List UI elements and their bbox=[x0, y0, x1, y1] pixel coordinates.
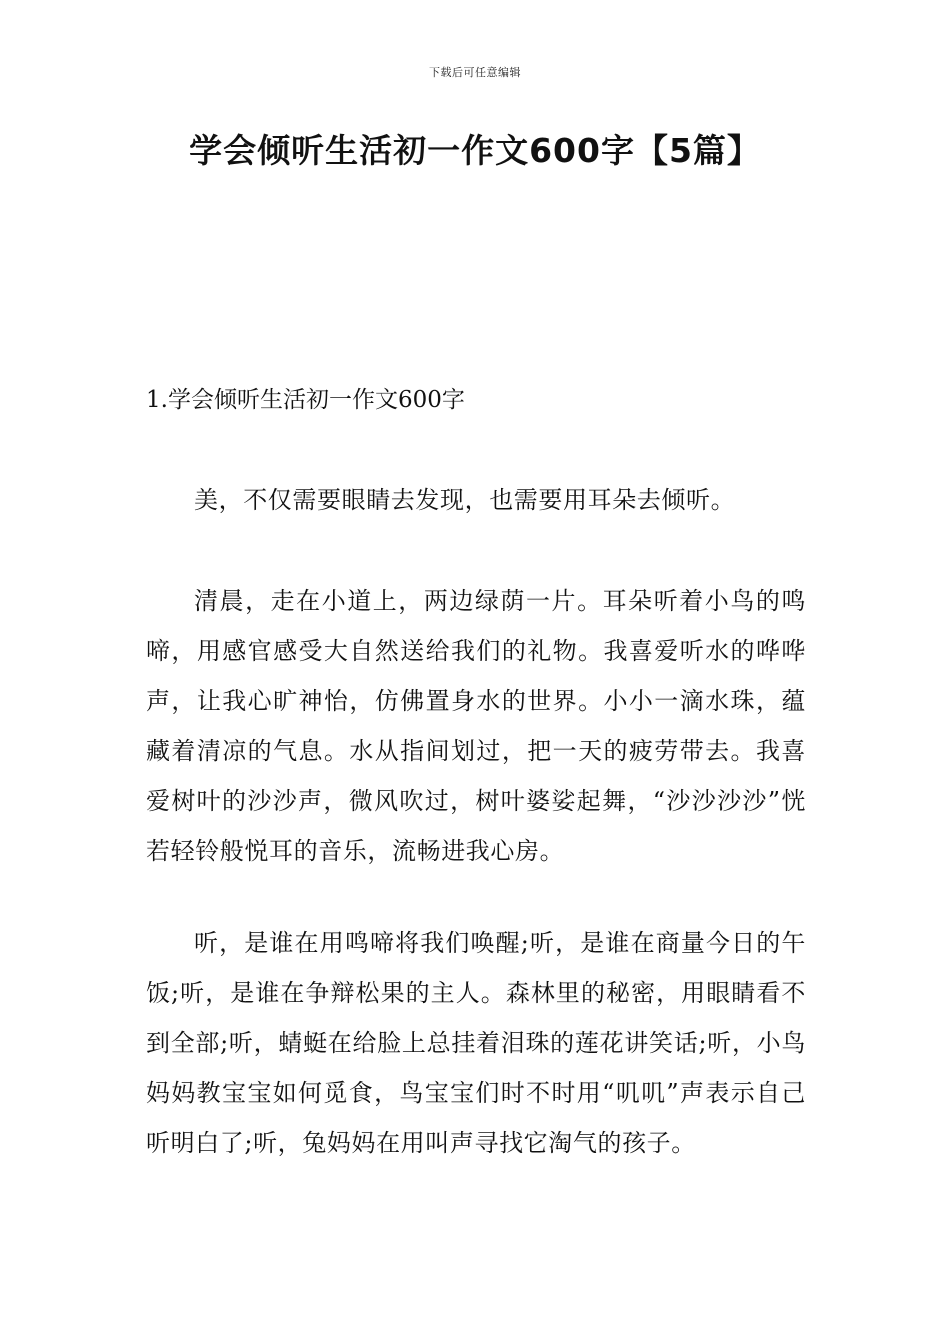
paragraph-3: 听，是谁在用鸣啼将我们唤醒;听，是谁在商量今日的午饭;听，是谁在争辩松果的主人。森林里的秘密，用眼睛看不到全部;听，蜻蜓在给脸上总挂着泪珠的莲花讲笑话;听，小鸟妈妈教宝宝如何觅食，鸟宝宝们时不时用“叽叽”声表示自己听明白了;听，兔妈妈在用叫声寻找它淘气的孩子。 bbox=[146, 929, 806, 1157]
document-title: 学会倾听生活初一作文600字【5篇】 bbox=[189, 131, 761, 170]
header-note: 下载后可任意编辑 bbox=[429, 66, 521, 79]
paragraph-1: 美，不仅需要眼睛去发现，也需要用耳朵去倾听。 bbox=[194, 486, 736, 514]
section-heading: 1.学会倾听生活初一作文600字 bbox=[146, 387, 465, 413]
paragraph-2: 清晨，走在小道上，两边绿荫一片。耳朵听着小鸟的鸣啼，用感官感受大自然送给我们的礼物。我喜爱听水的哗哗声，让我心旷神怡，仿佛置身水的世界。小小一滴水珠，蕴藏着清凉的气息。水从指间划过，把一天的疲劳带去。我喜爱树叶的沙沙声，微风吹过，树叶婆娑起舞，“沙沙沙沙”恍若轻铃般悦耳的音乐，流畅进我心房。 bbox=[146, 587, 806, 865]
